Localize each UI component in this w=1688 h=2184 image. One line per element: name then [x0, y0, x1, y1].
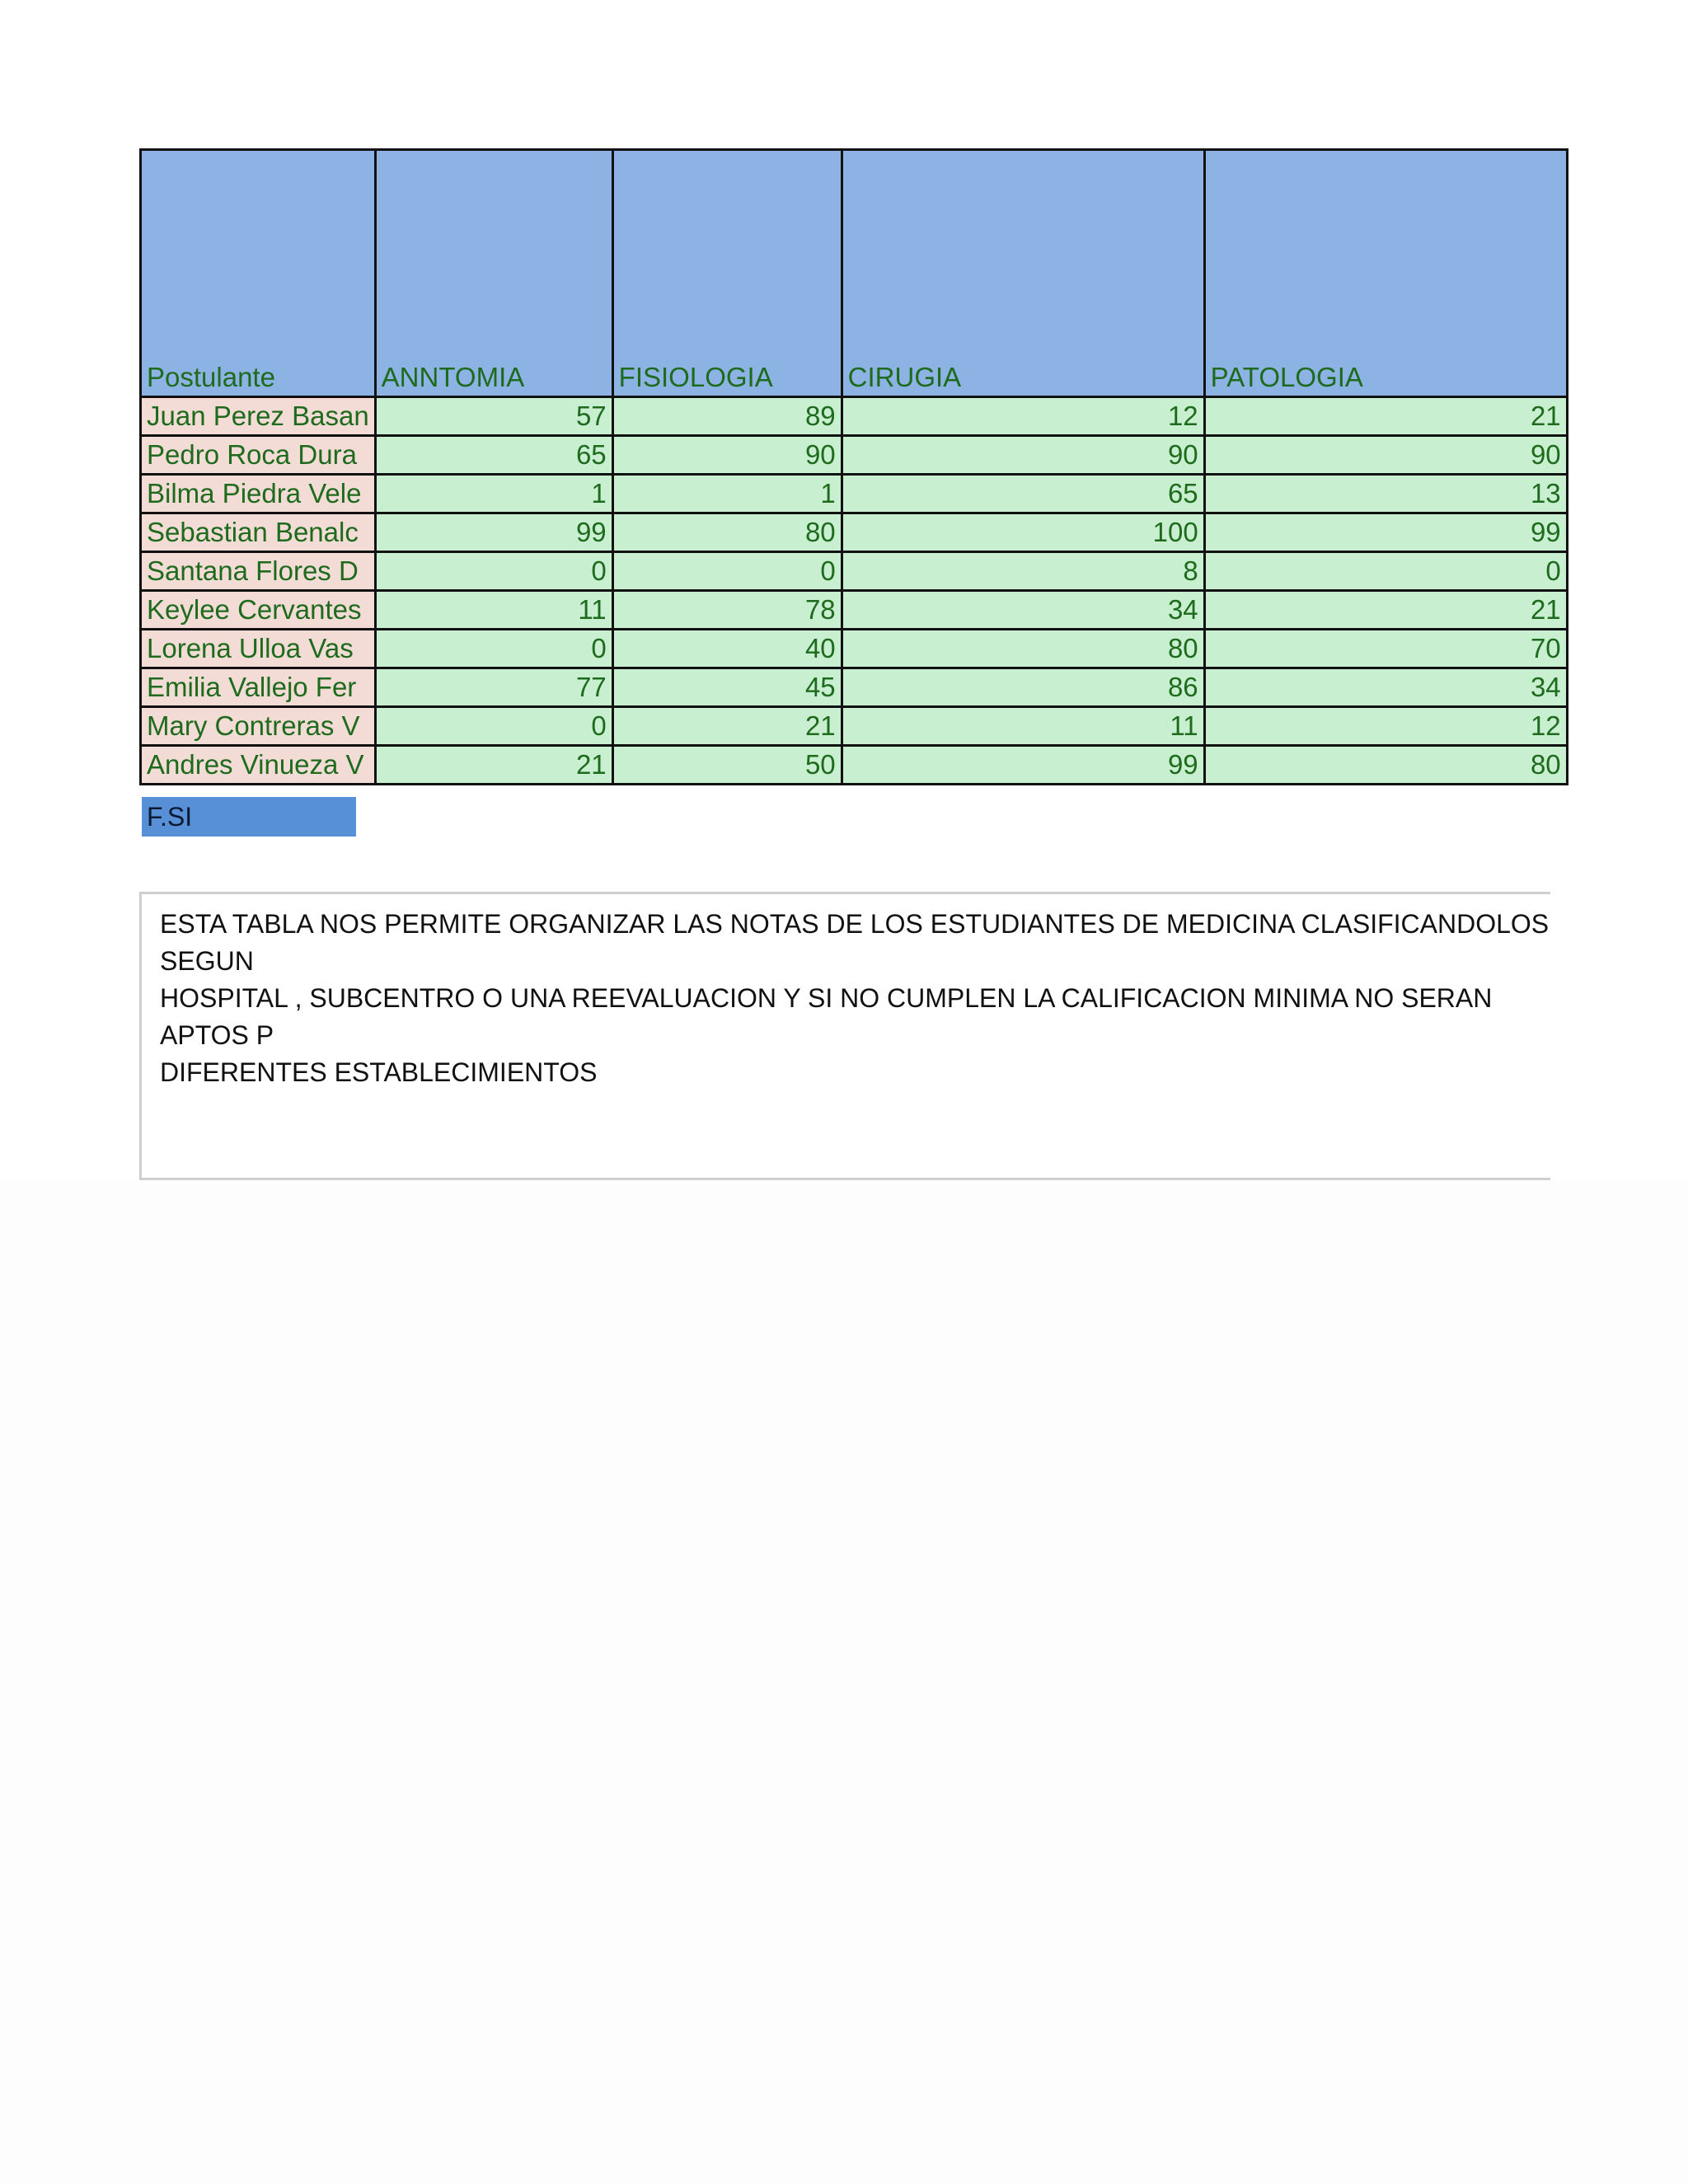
table-row	[141, 397, 1568, 436]
anatomia-cell[interactable]: 57	[375, 397, 612, 436]
anatomia-cell[interactable]: 1	[375, 475, 612, 513]
header-cirugia[interactable]: CIRUGIA	[842, 150, 1204, 397]
fisiologia-cell[interactable]: 0	[612, 552, 842, 591]
table-row	[141, 552, 1568, 591]
fisiologia-cell[interactable]: 89	[612, 397, 842, 436]
anatomia-cell[interactable]: 77	[375, 668, 612, 707]
patologia-cell[interactable]: 12	[1204, 707, 1567, 746]
table-row	[141, 746, 1568, 785]
fisiologia-cell[interactable]: 21	[612, 707, 842, 746]
anatomia-cell[interactable]: 99	[375, 513, 612, 552]
student-name-cell[interactable]: Andres Vinueza V	[141, 746, 376, 785]
student-name-cell[interactable]: Sebastian Benalc	[141, 513, 376, 552]
table-row	[141, 436, 1568, 475]
cirugia-cell[interactable]: 11	[842, 707, 1204, 746]
table-row	[141, 475, 1568, 513]
patologia-cell[interactable]: 13	[1204, 475, 1567, 513]
student-name-cell[interactable]: Emilia Vallejo Fer	[141, 668, 376, 707]
fisiologia-cell[interactable]: 45	[612, 668, 842, 707]
cirugia-cell[interactable]: 100	[842, 513, 1204, 552]
anatomia-cell[interactable]: 11	[375, 591, 612, 630]
cirugia-cell[interactable]: 80	[842, 630, 1204, 668]
student-name-cell[interactable]: Santana Flores D	[141, 552, 376, 591]
anatomia-cell[interactable]: 0	[375, 630, 612, 668]
anatomia-cell[interactable]: 21	[375, 746, 612, 785]
cirugia-cell[interactable]: 99	[842, 746, 1204, 785]
student-name-cell[interactable]: Juan Perez Basan	[141, 397, 376, 436]
fisiologia-cell[interactable]: 40	[612, 630, 842, 668]
student-name-cell[interactable]: Mary Contreras V	[141, 707, 376, 746]
note-text-box[interactable]	[139, 892, 1550, 1180]
cirugia-cell[interactable]: 65	[842, 475, 1204, 513]
patologia-cell[interactable]: 34	[1204, 668, 1567, 707]
fisiologia-cell[interactable]: 50	[612, 746, 842, 785]
anatomia-cell[interactable]: 0	[375, 707, 612, 746]
student-name-cell[interactable]: Bilma Piedra Vele	[141, 475, 376, 513]
footer-fsi-cell[interactable]: F.SI	[142, 797, 356, 837]
patologia-cell[interactable]: 90	[1204, 436, 1567, 475]
patologia-cell[interactable]: 80	[1204, 746, 1567, 785]
patologia-cell[interactable]: 0	[1204, 552, 1567, 591]
table-row	[141, 513, 1568, 552]
table-row	[141, 591, 1568, 630]
student-name-cell[interactable]: Pedro Roca Dura	[141, 436, 376, 475]
header-row	[141, 150, 1568, 397]
table-row	[141, 707, 1568, 746]
cirugia-cell[interactable]: 90	[842, 436, 1204, 475]
student-name-cell[interactable]: Lorena Ulloa Vas	[141, 630, 376, 668]
header-patologia[interactable]: PATOLOGIA	[1204, 150, 1567, 397]
anatomia-cell[interactable]: 0	[375, 552, 612, 591]
patologia-cell[interactable]: 21	[1204, 591, 1567, 630]
page-lower-area	[0, 1180, 1688, 2184]
cirugia-cell[interactable]: 12	[842, 397, 1204, 436]
cirugia-cell[interactable]: 86	[842, 668, 1204, 707]
grades-table	[139, 148, 1568, 785]
fisiologia-cell[interactable]: 78	[612, 591, 842, 630]
fisiologia-cell[interactable]: 90	[612, 436, 842, 475]
fisiologia-cell[interactable]: 80	[612, 513, 842, 552]
patologia-cell[interactable]: 70	[1204, 630, 1567, 668]
header-fisiologia[interactable]: FISIOLOGIA	[612, 150, 842, 397]
patologia-cell[interactable]: 99	[1204, 513, 1567, 552]
patologia-cell[interactable]: 21	[1204, 397, 1567, 436]
cirugia-cell[interactable]: 34	[842, 591, 1204, 630]
anatomia-cell[interactable]: 65	[375, 436, 612, 475]
table-row	[141, 630, 1568, 668]
note-text: ESTA TABLA NOS PERMITE ORGANIZAR LAS NOTAS DE LOS ESTUDIANTES DE MEDICINA CLASIFICANDOLOS SEGUN HOSPITAL , SUBCENTRO O UNA REEVALUACION Y SI NO CUMPLEN LA CALIFICACION MINIMA NO SERAN APTOS P DIFERENTES ESTABLECIMIENTOS	[160, 909, 1550, 1087]
header-anatomia[interactable]: ANNTOMIA	[375, 150, 612, 397]
cirugia-cell[interactable]: 8	[842, 552, 1204, 591]
table-row	[141, 668, 1568, 707]
student-name-cell[interactable]: Keylee Cervantes	[141, 591, 376, 630]
header-postulante[interactable]: Postulante	[141, 150, 376, 397]
fisiologia-cell[interactable]: 1	[612, 475, 842, 513]
